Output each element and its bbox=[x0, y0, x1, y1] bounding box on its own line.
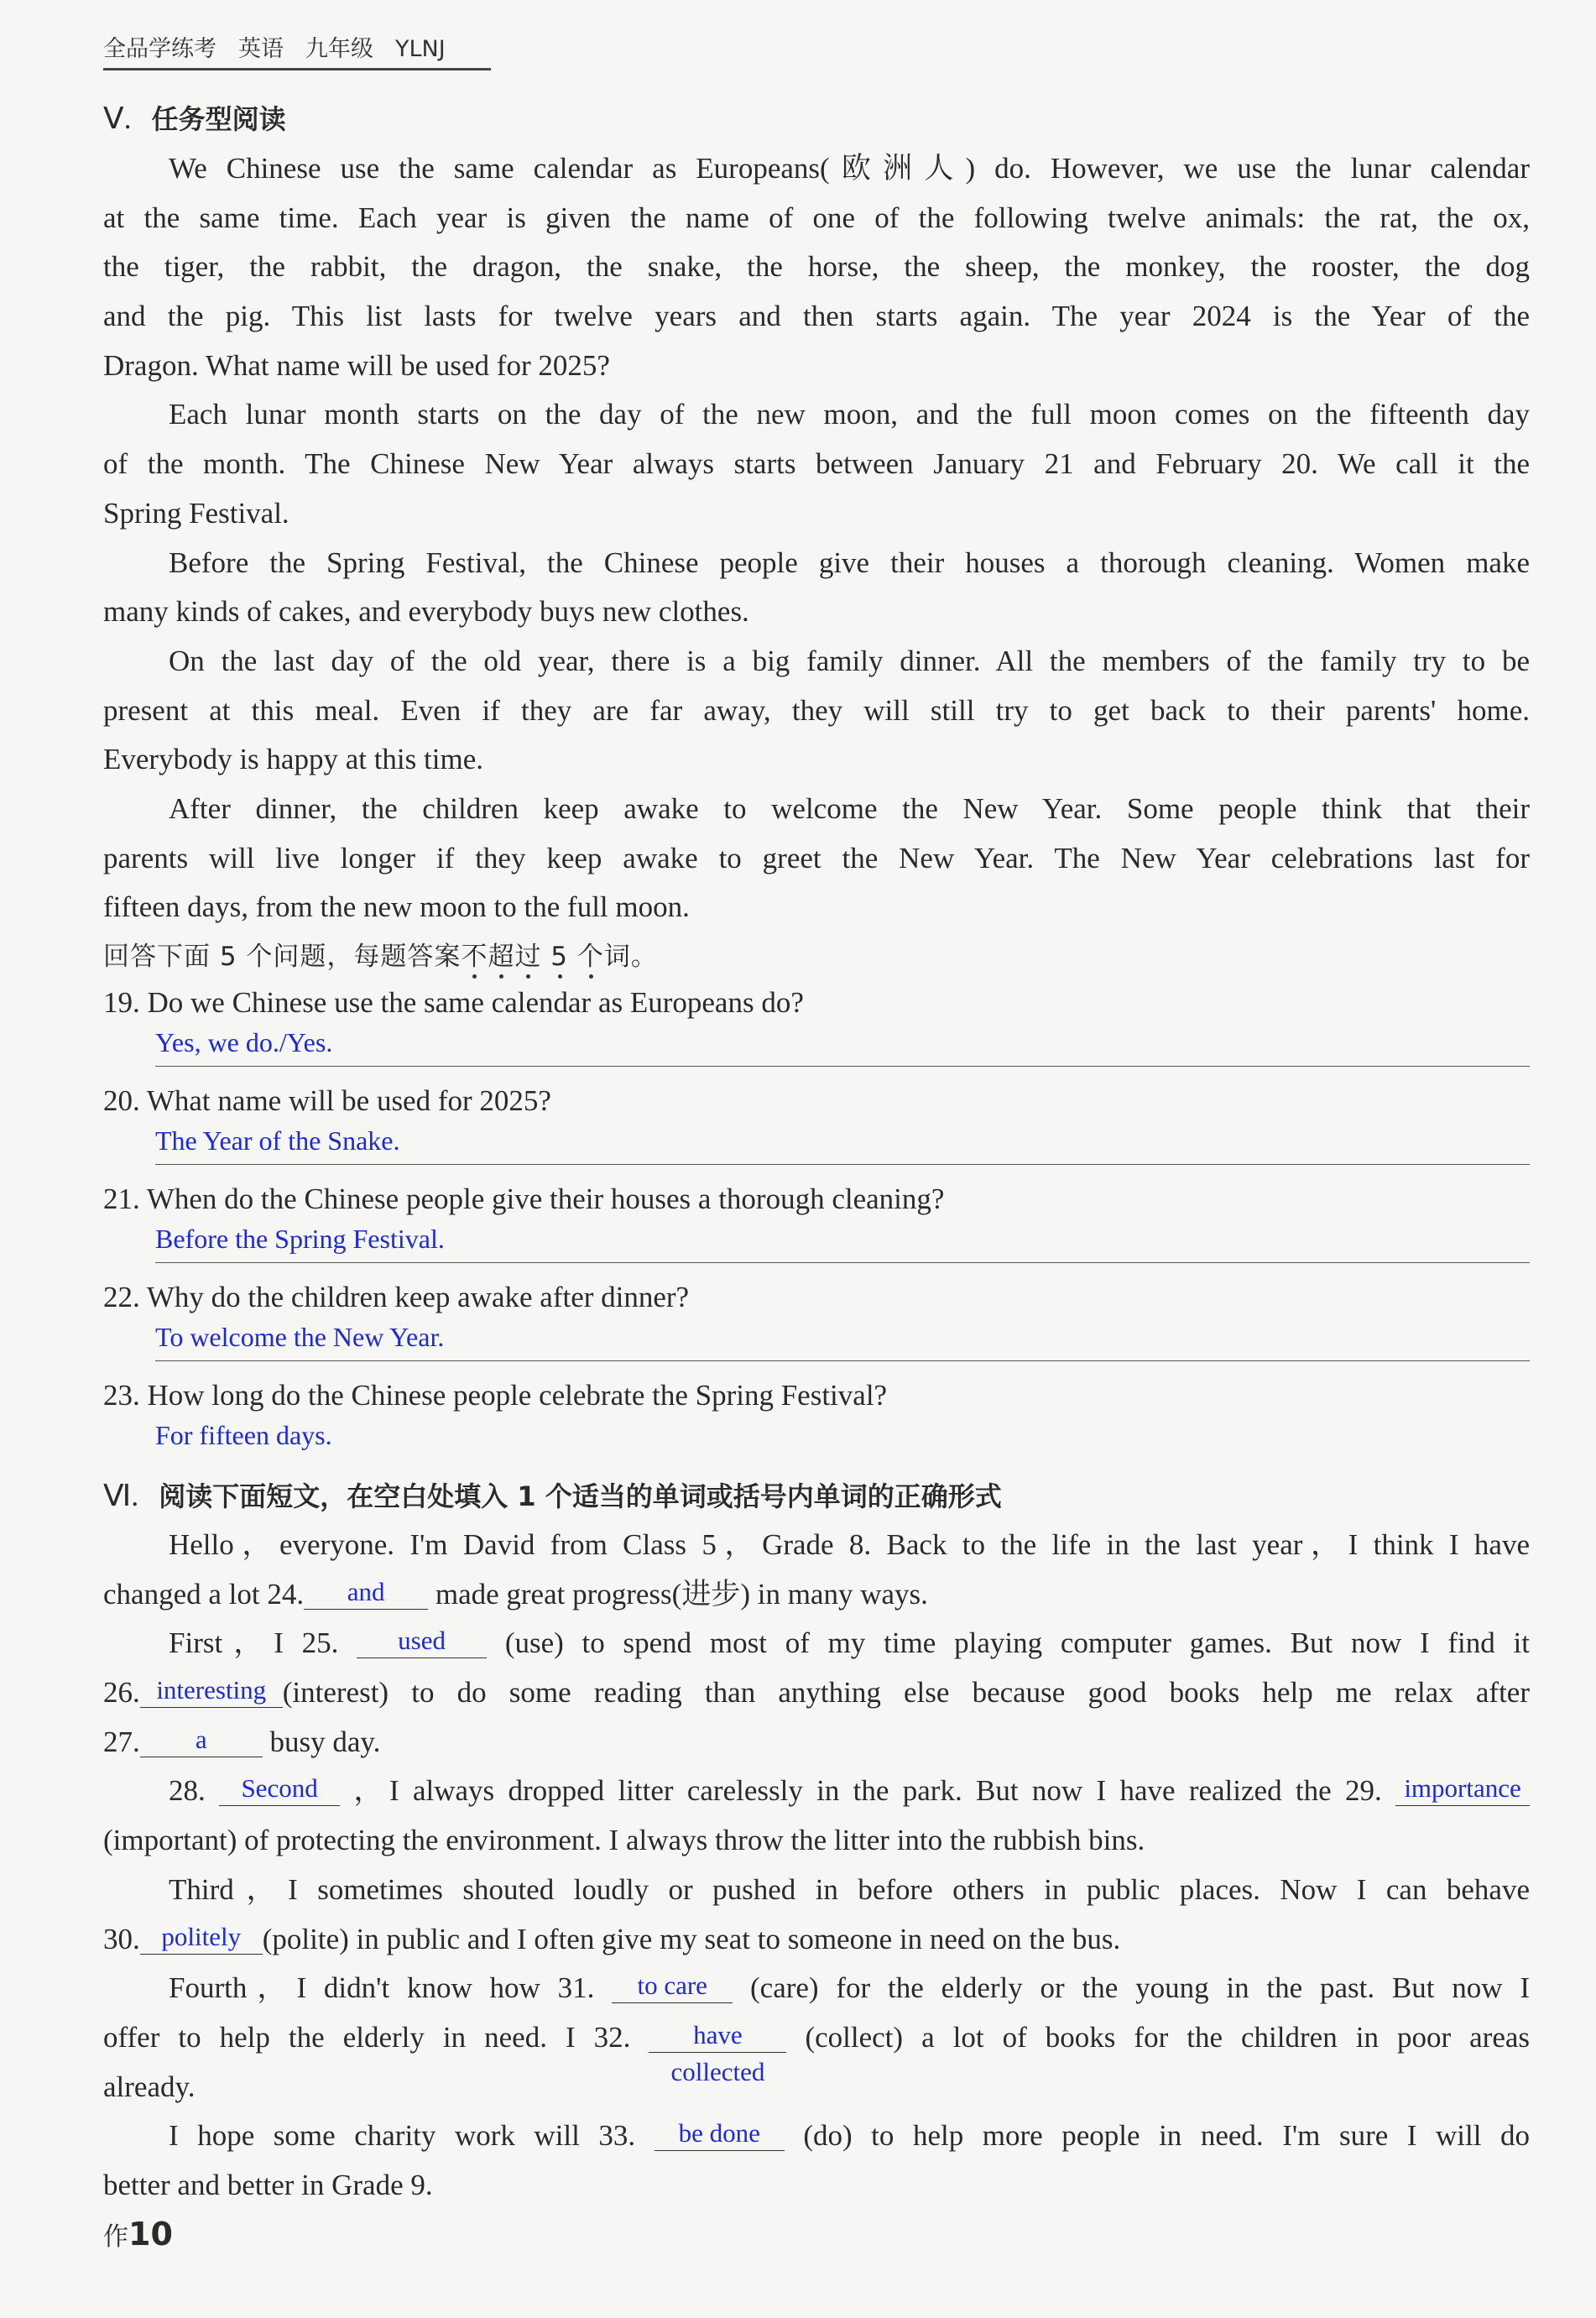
passage-line: Everybody is happy at this time. bbox=[103, 743, 483, 776]
text: (use) to spend most of my time playing computer games. But now I find it bbox=[504, 1626, 1530, 1660]
answer-line bbox=[155, 1262, 1530, 1263]
book-name: 全品学练考 bbox=[103, 36, 216, 62]
reading-passage bbox=[103, 144, 1530, 982]
passage-line bbox=[103, 1570, 1530, 1620]
passage-line: of the month. The Chinese New Year always starts between January 21 and February 20. We call it the bbox=[103, 447, 1530, 481]
text: I hope some charity work will 33. bbox=[169, 2119, 636, 2153]
answer-line bbox=[155, 1066, 1530, 1067]
passage-line: fifteen days, from the new moon to the full moon. bbox=[103, 890, 690, 924]
passage-line: already. bbox=[103, 2070, 196, 2103]
question-20 bbox=[103, 1080, 1530, 1178]
text: ，I always dropped litter carelessly in the park. But now I have realized the 29. bbox=[353, 1774, 1382, 1808]
passage-line bbox=[103, 1964, 1530, 2013]
text: busy day. bbox=[262, 1725, 381, 1758]
text: changed a lot 24. bbox=[103, 1577, 305, 1611]
text: made great progress(进步) in many ways. bbox=[428, 1577, 928, 1611]
section-number: Ⅴ. bbox=[103, 102, 132, 135]
passage-line: After dinner, the children keep awake to welcome the New Year. Some people think that their bbox=[169, 791, 1530, 825]
text: 30. bbox=[103, 1922, 140, 1955]
answer-text[interactable]: Yes, we do./Yes. bbox=[155, 1027, 333, 1057]
passage-line: We Chinese use the same calendar as Europeans(欧洲人) do. However, we use the lunar calendar bbox=[169, 152, 1530, 185]
text: 28. bbox=[169, 1774, 206, 1808]
passage-line: present at this meal. Even if they are far away, they will still try to get back to their parents' home. bbox=[103, 693, 1530, 727]
passage-line: Before the Spring Festival, the Chinese people give their houses a thorough cleaning. Women make bbox=[169, 546, 1530, 579]
answer-line bbox=[155, 1360, 1530, 1361]
passage-line: many kinds of cakes, and everybody buys new clothes. bbox=[103, 595, 749, 629]
answer-text[interactable]: The Year of the Snake. bbox=[155, 1125, 400, 1156]
text: (care) for the elderly or the young in the past. But now I bbox=[750, 1971, 1531, 2005]
section-5-title bbox=[103, 94, 1530, 144]
blank-31[interactable]: to care bbox=[612, 1969, 733, 2003]
page-number bbox=[103, 2216, 173, 2253]
text: (polite) in public and I often give my seat to someone in need on the bus. bbox=[262, 1922, 1121, 1955]
blank-24[interactable]: and bbox=[304, 1575, 428, 1610]
answer-text-continued: collected bbox=[670, 2056, 765, 2086]
blank-28[interactable]: Second bbox=[219, 1772, 340, 1806]
blank-26[interactable]: interesting bbox=[140, 1673, 283, 1708]
text: (collect) a lot of books for the children in poor areas bbox=[805, 2020, 1531, 2054]
text: (do) to help more people in need. I'm sure I will do bbox=[803, 2119, 1531, 2153]
passage-line bbox=[103, 1915, 1530, 1965]
instruction bbox=[103, 932, 1530, 982]
answer-line bbox=[155, 1164, 1530, 1165]
emphasis-char: 个 bbox=[576, 942, 604, 972]
answer-text[interactable]: To welcome the New Year. bbox=[155, 1322, 445, 1352]
passage-line: parents will live longer if they keep awake to greet the New Year. The New Year celebrations last for bbox=[103, 841, 1530, 874]
emphasis-char: 不 bbox=[461, 942, 488, 972]
section-title-text: 阅读下面短文，在空白处填入 1 个适当的单词或括号内单词的正确形式 bbox=[159, 1480, 1002, 1512]
answer-text[interactable]: For fifteen days. bbox=[155, 1420, 332, 1450]
questions bbox=[103, 982, 1530, 1473]
answer-text[interactable]: Before the Spring Festival. bbox=[155, 1224, 445, 1254]
blank-33[interactable]: be done bbox=[655, 2117, 785, 2151]
question-text: 19. Do we Chinese use the same calendar as Europeans do? bbox=[103, 986, 804, 1019]
passage-line: the tiger, the rabbit, the dragon, the snake, the horse, the sheep, the monkey, the rooster, the dog bbox=[103, 250, 1530, 284]
answer-text: have bbox=[693, 2019, 743, 2049]
passage-line: Each lunar month starts on the day of the new moon, and the full moon comes on the fifteenth day bbox=[169, 398, 1530, 431]
question-19 bbox=[103, 982, 1530, 1080]
passage-line: Hello，everyone. I'm David from Class 5，Grade 8. Back to the life in the last year，I think I have bbox=[169, 1528, 1530, 1561]
passage-line: (important) of protecting the environment. I always throw the litter into the rubbish bins. bbox=[103, 1824, 1145, 1857]
emphasis-char: 超 bbox=[488, 942, 515, 972]
question-text: 22. Why do the children keep awake after dinner? bbox=[103, 1281, 690, 1313]
text: 26. bbox=[103, 1676, 140, 1710]
passage-line bbox=[103, 1767, 1530, 1816]
grade: 九年级 bbox=[305, 36, 373, 62]
passage-line: Third，I sometimes shouted loudly or pushed in before others in public places. Now I can behave bbox=[169, 1872, 1530, 1906]
text: 27. bbox=[103, 1725, 140, 1758]
question-text: 23. How long do the Chinese people celebrate the Spring Festival? bbox=[103, 1379, 888, 1412]
blank-30[interactable]: politely bbox=[140, 1920, 263, 1955]
question-text: 21. When do the Chinese people give their houses a thorough cleaning? bbox=[103, 1182, 945, 1215]
text: Fourth，I didn't know how 31. bbox=[169, 1971, 595, 2005]
question-21 bbox=[103, 1178, 1530, 1276]
text: (interest) to do some reading than anything else because good books help me relax after bbox=[282, 1676, 1530, 1710]
page-prefix: 作 bbox=[103, 2222, 128, 2252]
passage-line bbox=[103, 1619, 1530, 1668]
section-title-text: 任务型阅读 bbox=[151, 103, 286, 135]
text: First，I 25. bbox=[169, 1626, 339, 1660]
blank-32[interactable] bbox=[649, 2018, 786, 2086]
passage-line: better and better in Grade 9. bbox=[103, 2168, 433, 2201]
blank-27[interactable]: a bbox=[140, 1723, 263, 1757]
question-text: 20. What name will be used for 2025? bbox=[103, 1084, 551, 1117]
blank-25[interactable]: used bbox=[357, 1624, 487, 1658]
passage-line: and the pig. This list lasts for twelve years and then starts again. The year 2024 is the Year of the bbox=[103, 300, 1530, 333]
instruction-text: 回答下面 5 个问题，每题答案 bbox=[103, 942, 462, 972]
book-code: YLNJ bbox=[395, 36, 446, 62]
section-6-title bbox=[103, 1471, 1530, 1521]
blank-29[interactable]: importance bbox=[1395, 1772, 1530, 1806]
section-number: Ⅵ. bbox=[103, 1479, 139, 1512]
emphasis-char: 过 bbox=[514, 942, 542, 972]
passage-line bbox=[103, 2013, 1531, 2086]
passage-line: Dragon. What name will be used for 2025? bbox=[103, 348, 610, 382]
cloze-passage bbox=[103, 1521, 1530, 2211]
page-header bbox=[103, 30, 491, 70]
emphasis-char: 5 bbox=[550, 942, 569, 972]
page-number-value: 10 bbox=[128, 2216, 173, 2253]
text: offer to help the elderly in need. I 32. bbox=[103, 2020, 631, 2054]
passage-line: On the last day of the old year, there is a big family dinner. All the members of the family try to be bbox=[169, 644, 1530, 677]
question-23 bbox=[103, 1375, 1530, 1473]
passage-line: at the same time. Each year is given the name of one of the following twelve animals: the rat, the ox, bbox=[103, 201, 1530, 234]
subject: 英语 bbox=[238, 36, 284, 62]
question-22 bbox=[103, 1276, 1530, 1375]
passage-line: Spring Festival. bbox=[103, 496, 289, 530]
passage-line bbox=[103, 1718, 1530, 1767]
instruction-text: 词。 bbox=[603, 942, 658, 972]
passage-line bbox=[103, 1668, 1530, 1718]
passage-line bbox=[103, 2112, 1530, 2161]
